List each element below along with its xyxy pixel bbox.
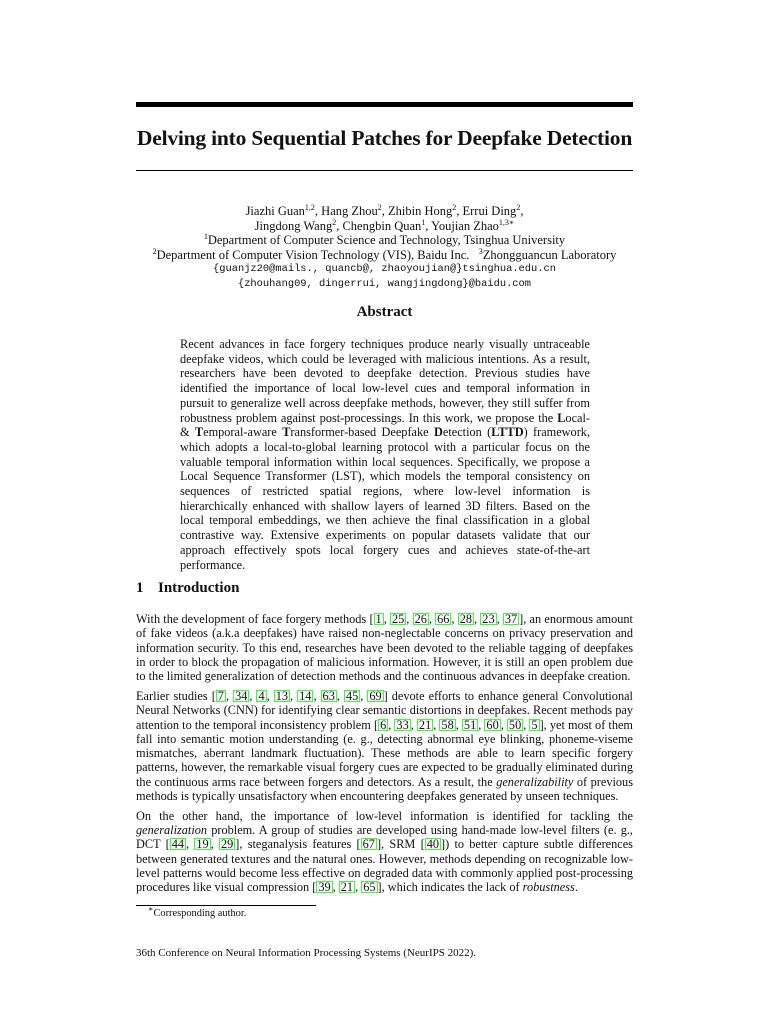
text-run: ,: [433, 717, 440, 732]
affiliation-1: $^1$Department of Computer Science and Technology, Tsinghua University: [203, 232, 566, 248]
citation-link[interactable]: 66: [437, 612, 450, 626]
text-run: ,: [313, 688, 321, 703]
author-affiliation-mark: 2: [516, 202, 521, 212]
text-run: ,: [249, 688, 257, 703]
text-run: ,: [523, 717, 530, 732]
affiliation-2-3: $^2$Department of Computer Vision Technology (VIS), Baidu Inc. $^3$Zhongguancun Laboratory: [152, 246, 617, 262]
author-affiliation-mark: 1: [421, 217, 426, 227]
text-run: With the development of face forgery methods: [136, 612, 370, 626]
author-name: Chengbin Quan: [342, 218, 422, 233]
intro-paragraph-2: Earlier studies [ 7 , 34 , 4 , 13 , 14 , 63 , 45 , 69 ] devote efforts to enhance general Convolutional Neural Networks (CNN) for identifying clear semantic distortions in deepfakes. Recent methods pay attention to the temporal inconsistency problem [ 6 , 33 , 21 , 58 , 51 , 60 , 50 , 5 ], yet most of them fall into semantic motion understanding (e. g., detecting abnormal eye blinking, phoneme-viseme mismatches, aberrant landmark fluctuation). These methods are able to learn specific forgery patterns, however, the remarkable visual forgery cues are expected to be gradually eliminated during the continuous arms race between forgers and detectors. As a result, the generalizability of previous methods is typically unsatisfactory when encountering deepfakes generated by unseen techniques.: [136, 688, 633, 804]
citation-link[interactable]: 5: [531, 717, 538, 732]
emphasis: generalizability: [496, 774, 574, 789]
citation-link[interactable]: 60: [486, 717, 499, 732]
citation-link[interactable]: 37: [504, 612, 518, 626]
citation-link[interactable]: 39: [318, 880, 331, 895]
text-run: ,: [496, 612, 503, 626]
text-run: On the other hand, the importance of low-level information is identified for tackling the: [136, 808, 633, 823]
text-run: ], an enormous amount of fake videos (a.k.a deepfakes) have raised non-neglectable concerns on privacy preservation and information security. To this end, researches have been devoted to the reliable tagging of deepfakes in order to block the propagation of malicious information. However, it is still an open problem due to the limited generalization of detection methods and the continuous advances in deepfake creation.: [136, 612, 633, 684]
citation-link[interactable]: 63: [322, 688, 335, 703]
citation-link[interactable]: 21: [340, 880, 354, 895]
text-run: ,: [210, 837, 219, 852]
text-run: ,: [332, 880, 339, 895]
author-affiliation-mark: 1,2: [304, 202, 315, 212]
author-line-1: Jiazhi Guan$^{1,2}$, Hang Zhou$^2$, Zhibin Hong$^2$, Errui Ding$^2$,: [245, 202, 524, 218]
citation-link[interactable]: 34: [235, 688, 248, 703]
text-run: ], which indicates the lack of: [377, 880, 523, 895]
citation-link[interactable]: 40: [426, 837, 440, 852]
text-run: ,: [500, 717, 507, 732]
citation-link[interactable]: 67: [362, 837, 375, 852]
citation-link[interactable]: 45: [345, 688, 359, 703]
text-run: ,: [186, 837, 195, 852]
citation-link[interactable]: 1: [375, 612, 382, 626]
author-name: Jingdong Wang: [254, 218, 333, 233]
citation-link[interactable]: 33: [396, 717, 409, 732]
citation-link[interactable]: 26: [414, 612, 427, 626]
citation-link[interactable]: 6: [380, 717, 387, 732]
citation-link[interactable]: 25: [391, 612, 405, 626]
section-heading-introduction: 1 Introduction: [136, 580, 240, 596]
citation-link[interactable]: 44: [171, 837, 185, 852]
text-run: ,: [388, 717, 395, 732]
author-affiliation-mark: 2: [452, 202, 457, 212]
conference-note: 36th Conference on Neural Information Processing Systems (NeurIPS 2022).: [136, 947, 477, 959]
citation-link[interactable]: 51: [463, 717, 477, 732]
citation-link[interactable]: 28: [459, 612, 473, 626]
text-run: ,: [383, 612, 390, 626]
author-affiliation-mark: 2: [377, 202, 382, 212]
intro-paragraph-3: On the other hand, the importance of low-level information is identified for tackling the generalization problem. A group of studies are developed using hand-made low-level filters (e. g., DCT [ 44 , 19 , 29 ], steganalysis features [ 67 ], SRM [ 40 ]) to better capture subtle differences between generated textures and the natural ones. However, methods depending on recognizable low-level patterns would become less effective on degraded data with commonly applied post-processing procedures like visual compression [ 39 , 21 , 65 ], which indicates the lack of robustness.: [136, 808, 633, 895]
text-run: ,: [428, 612, 436, 626]
citation-link[interactable]: 4: [258, 688, 265, 703]
paper-title: Delving into Sequential Patches for Deepfake Detection: [136, 126, 633, 150]
citation-link[interactable]: 58: [441, 717, 454, 732]
text-run: ], yet most of them fall into semantic motion understanding (e. g., detecting abnormal eye blinking, phoneme-viseme mismatches, aberrant landmark fluctuation). These methods are able to learn specific forgery patterns, however, the remarkable visual forgery cues are expected to be gradually eliminated during the continuous arms race between forgers and detectors. As a result, the: [136, 717, 633, 789]
author-block: [136, 204, 633, 292]
citation-link[interactable]: 23: [482, 612, 495, 626]
text-run: ,: [266, 688, 274, 703]
author-name: Hang Zhou: [321, 204, 378, 218]
email-baidu: {zhouhang09, dingerrui, wangjingdong}@baidu.com: [237, 277, 532, 290]
author-affiliation-mark: 2: [332, 217, 337, 227]
text-run: .: [574, 880, 578, 895]
citation-link[interactable]: 19: [196, 837, 209, 852]
text-run: ], SRM: [376, 837, 421, 852]
text-run: ,: [225, 688, 234, 703]
citation-link[interactable]: 21: [418, 717, 432, 732]
text-run: ,: [451, 612, 458, 626]
text-run: of previous methods is typically unsatisfactory when encountering deepfakes generated by unseen techniques.: [136, 774, 633, 804]
text-run: ,: [410, 717, 417, 732]
text-run: ,: [355, 880, 362, 895]
author-name: Zhibin Hong: [388, 204, 453, 218]
text-run: ,: [474, 612, 481, 626]
text-run: ,: [478, 717, 485, 732]
citation-link[interactable]: 14: [299, 688, 312, 703]
text-run: ], steganalysis features: [235, 837, 357, 852]
footnote: ∗Corresponding author.: [148, 904, 247, 919]
intro-paragraph-1: With the development of face forgery methods [ 1 , 25 , 26 , 66 , 28 , 23 , 37 ], an enormous amount of fake videos (a.k.a deepfakes) have raised non-neglectable concerns on privacy preservation and information security. To this end, researches have been devoted to the reliable tagging of deepfakes in order to block the propagation of malicious information. However, it is still an open problem due to the limited generalization of detection methods and the continuous advances in deepfake creation.: [136, 612, 633, 684]
citation-link[interactable]: 65: [363, 880, 376, 895]
text-run: ]) to better capture subtle differences between generated textures and the natural ones. However, methods depending on recognizable low-level patterns would become less effective on degraded data with commonly applied post-processing procedures like visual compression: [136, 837, 633, 895]
title-bottom-rule: [136, 170, 633, 171]
title-top-rule: [136, 102, 633, 107]
author-name: Jiazhi Guan: [245, 204, 305, 218]
citation-link[interactable]: 7: [217, 688, 224, 703]
citation-link[interactable]: 29: [220, 837, 234, 852]
text-run: ,: [290, 688, 298, 703]
author-name: Errui Ding: [462, 204, 517, 218]
text-run: ,: [360, 688, 368, 703]
author-line-2: Jingdong Wang$^2$, Chengbin Quan$^1$, Youjian Zhao$^{1,3∗}$: [254, 217, 515, 233]
abstract-heading: Abstract: [356, 304, 413, 320]
text-run: Earlier studies: [136, 688, 212, 703]
citation-link[interactable]: 13: [275, 688, 289, 703]
text-run: ,: [406, 612, 413, 626]
text-run: ,: [455, 717, 462, 732]
author-affiliation-mark: 1,3∗: [498, 217, 515, 227]
text-run: ,: [336, 688, 344, 703]
abstract-text: Recent advances in face forgery techniques produce nearly visually untraceable deepfake videos, which could be leveraged with malicious intentions. As a result, researchers have been devoted to deepfake detection. Previous studies have identified the importance of local low-level cues and temporal information in pursuit to generalize well across deepfake methods, however, they still suffer from robustness problem against post-processings. In this work, we propose the Local-& Temporal-aware Transformer-based Deepfake Detection (LTTD) framework, which adopts a local-to-global learning protocol with a particular focus on the valuable temporal information within local sequences. Specifically, we propose a Local Sequence Transformer (LST), which models the temporal consistency on sequences of restricted spatial regions, where low-level information is hierarchically enhanced with shallow layers of learned 3D filters. Based on the local temporal embeddings, we then achieve the final classification in a global contrastive way. Extensive experiments on popular datasets validate that our approach effectively spots local forgery cues and achieves state-of-the-art performance.: [180, 337, 591, 572]
emphasis: robustness: [522, 880, 575, 895]
citation-link[interactable]: 50: [508, 717, 522, 732]
introduction-body: [136, 612, 633, 900]
text-run: problem. A group of studies are developed using hand-made low-level filters (e. g., DCT: [136, 823, 633, 852]
text-run: ] devote efforts to enhance general Convolutional Neural Networks (CNN) for identifying clear semantic distortions in deepfakes. Recent methods pay attention to the temporal inconsistency problem: [136, 688, 633, 732]
footnote-rule: [136, 905, 316, 906]
citation-link[interactable]: 69: [369, 688, 382, 703]
emphasis: generalization: [136, 823, 208, 838]
author-name: Youjian Zhao: [431, 218, 499, 233]
email-tsinghua: {guanjz20@mails., quancb@, zhaoyoujian@}tsinghua.edu.cn: [213, 263, 556, 276]
